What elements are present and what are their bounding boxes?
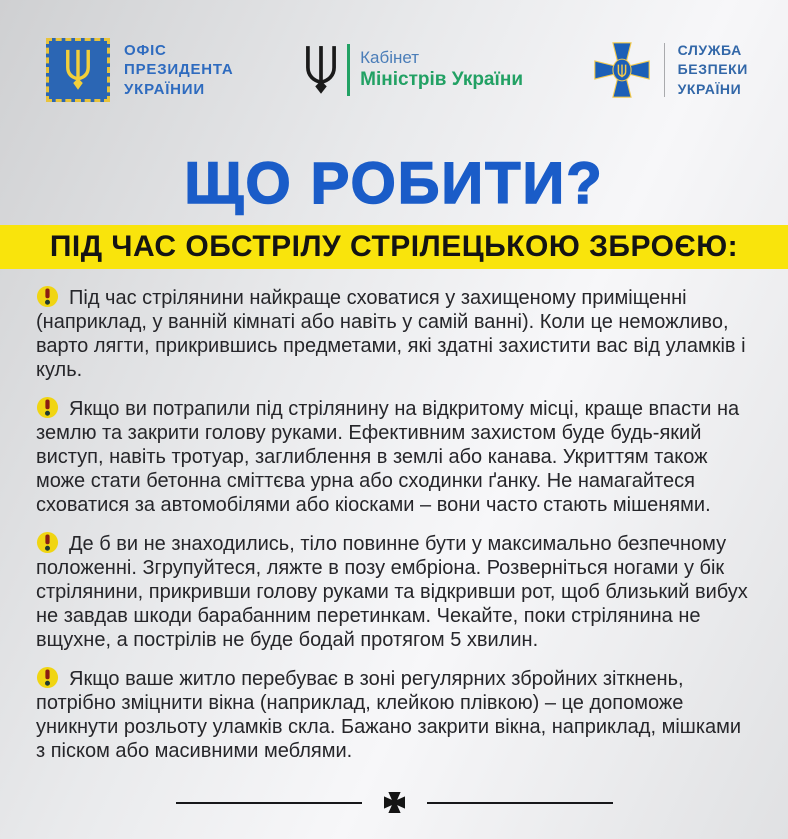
sbu-line-3: УКРАЇНИ: [677, 80, 742, 97]
footer-line-right: [427, 802, 613, 804]
sbu-label: [678, 41, 748, 100]
page-title: ЩО РОБИТИ?: [184, 151, 604, 216]
subtitle-text: ПІД ЧАС ОБСТРІЛУ СТРІЛЕЦЬКОЮ ЗБРОЄЮ:: [49, 229, 739, 263]
tip-item-3: [36, 531, 754, 652]
president-office-label: [124, 41, 234, 99]
cabinet-label: [360, 48, 523, 91]
logo-president-office: [46, 38, 234, 102]
tip-text: Якщо ви потрапили під стрілянину на відкритому місці, краще впасти на землю та закрити голову руками. Ефективним захистом буде будь-який виступ, навіть тротуар, заглиблення в землі або канава. Укриттям також може стати бетонна сміттєва урна або сходинки ґанку. Не намагайтеся сховатися за автомобілями або кіосками – вони часто стають мішенями.: [36, 397, 740, 516]
sbu-line-1: СЛУЖБА: [677, 41, 742, 58]
president-office-emblem: [46, 38, 110, 102]
sbu-cross-icon: [593, 41, 651, 99]
subtitle-banner: [0, 225, 788, 269]
warning-exclamation-icon: [36, 531, 59, 554]
warning-exclamation-icon: [36, 285, 59, 308]
header-logos: [0, 0, 788, 102]
tip-text: Якщо ваше житло перебуває в зоні регулярних збройних зіткнень, потрібно зміцнити вікна (наприклад, клейкою плівкою) – це допоможе уникнути розльоту уламків скла. Бажано закрити вікна, наприклад, мішками з піском або масивними меблями.: [36, 667, 742, 762]
tip-item-1: [36, 285, 754, 382]
cabinet-line-2: Міністрів України: [360, 68, 523, 90]
president-office-line-2: ПРЕЗИДЕНТА: [124, 61, 234, 79]
trident-icon: [63, 48, 93, 92]
warning-exclamation-icon: [36, 666, 59, 689]
tip-text: Де б ви не знаходились, тіло повинне бути у максимально безпечному положенні. Згрупуйтеся, ляжте в позу ембріона. Розверніться ногами у бік стрілянини, прикривши голову руками та відкривши рот, щоб близький вибух не завдав шкоди барабанним перетинкам. Чекайте, поки стрілянина не вщухне, а пострілів не буде бодай протягом 5 хвилин.: [36, 532, 748, 651]
president-office-line-3: УКРАЇНИИ: [124, 80, 205, 98]
footer-divider: [0, 792, 788, 813]
cross-pattee-icon: [384, 792, 405, 813]
logo-security-service: [593, 41, 748, 100]
trident-icon: [303, 43, 339, 97]
cabinet-divider-bar: [347, 44, 350, 96]
tip-item-4: [36, 666, 754, 763]
tip-text: Під час стрілянини найкраще сховатися у захищеному приміщенні (наприклад, у ванній кімнаті або навіть у самій ванні). Коли це неможливо, варто лягти, прикрившись предметами, які здатні захистити вас від уламків і куль.: [36, 286, 746, 381]
logo-cabinet-of-ministers: [303, 43, 523, 97]
cabinet-line-1: Кабінет: [360, 48, 420, 68]
sbu-divider-line: [664, 43, 665, 97]
president-office-line-1: ОФІС: [124, 42, 167, 60]
sbu-line-2: БЕЗПЕКИ: [677, 61, 748, 78]
footer-line-left: [176, 802, 362, 804]
tip-item-2: [36, 396, 754, 517]
warning-exclamation-icon: [36, 396, 59, 419]
tips-list: [0, 269, 788, 763]
